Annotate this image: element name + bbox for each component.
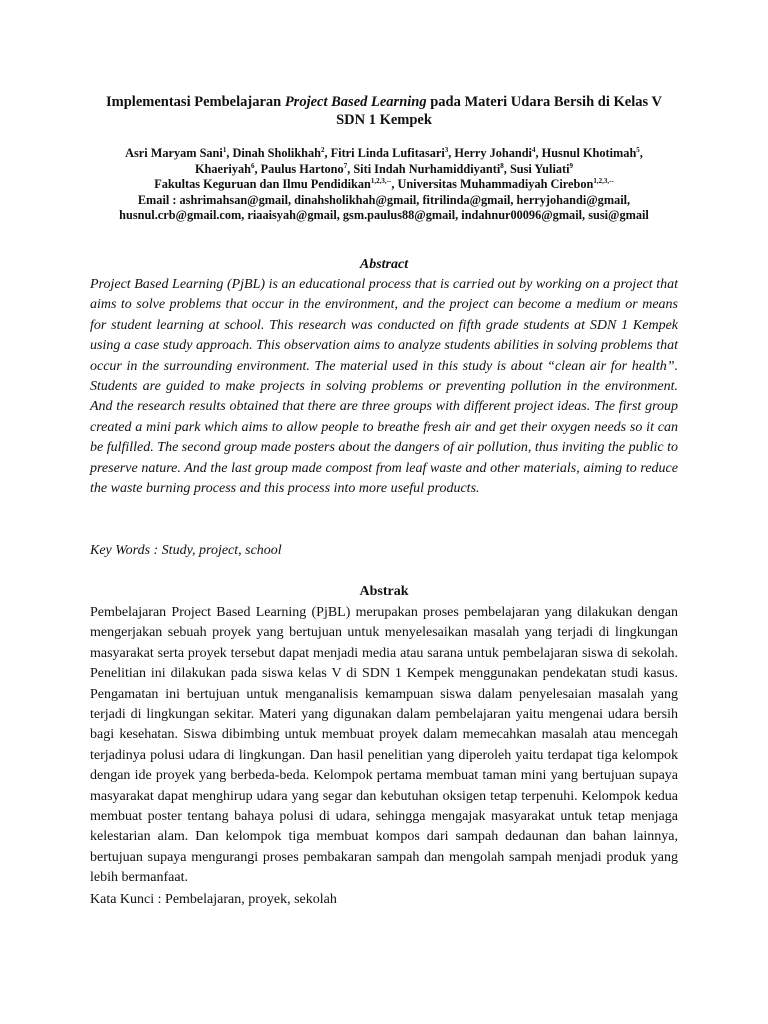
author-name: Dinah Sholikhah xyxy=(232,146,321,160)
author-sup: 8 xyxy=(500,161,504,170)
author-sup: 7 xyxy=(343,161,348,170)
abstrak-body: Pembelajaran Project Based Learning (PjBL) merupakan proses pembelajaran yang dilakukan dengan mengerjakan sebuah proyek yang bertujuan untuk menyelesaikan masalah yang terjadi di lingkungan masyarakat serta proyek tersebut dapat menjadi media atau sarana untuk pembelajaran siswa di sekolah. Penelitian ini dilakukan pada siswa kelas V di SDN 1 Kempek menggunakan pendekatan studi kasus. Pengamatan ini bertujuan untuk menganalisis kemampuan siswa dalam penyelesaian masalah yang terjadi di lingkungan sekitar. Materi yang digunakan dalam pembelajaran yaitu mengenai udara bersih bagi kesehatan. Siswa dibimbing untuk membuat proyek dalam memecahkan masalah atau mencegah terjadinya polusi udara di lingkungan. Dan hasil penelitian yang diperoleh yaitu terdapat tiga kelompok dengan ide proyek yang berbeda-beda. Kelompok pertama membuat taman mini yang bertujuan supaya masyarakat dapat menghirup udara yang segar dan kebutuhan oksigen tetap terpenuhi. Kelompok kedua membuat poster tentang bahaya polusi di udara, sehingga mengajak masyarakat untuk tetap menjaga kelestarian alam. Dan kelompok tiga membuat kompos dari sampah dedaunan dan bahan lainnya, bertujuan supaya mengurangi proses pembakaran sampah dan mengolah sampah menjadi produk yang lebih bermanfaat. xyxy=(90,605,678,886)
author-sup: 3 xyxy=(444,145,449,154)
email-line-2: husnul.crb@gmail.com, riaaisyah@gmail, gsm.paulus88@gmail, indahnur00096@gmail, susi@gmail xyxy=(119,208,649,223)
author-name: Siti Indah Nurhamiddiyanti xyxy=(353,161,501,176)
author-line-2: Khaeriyah$^6$, Paulus Hartono$^7$, Siti Indah Nurhamiddiyanti$^8$, Susi Yuliati$^9$ xyxy=(194,161,574,176)
email-line-1: Email : ashrimahsan@gmail, dinahsholikhah@gmail, fitrilinda@gmail, herryjohandi@gmail, xyxy=(137,192,631,207)
paper-title xyxy=(80,93,688,129)
title-italic: Project Based Learning xyxy=(284,94,427,110)
affiliation-university: , Universitas Muhammadiyah Cirebon xyxy=(391,177,594,192)
keywords-indonesian: Kata Kunci : Pembelajaran, proyek, sekolah xyxy=(90,892,337,907)
abstract-body: Project Based Learning (PjBL) is an educational process that is carried out by working on a project that aims to solve problems that occur in the environment, and the project can become a medium or means for student learning at school. This research was conducted on fifth grade students at SDN 1 Kempek using a case study approach. This observation aims to analyze students abilities in solving problems that occur in the surrounding environment. The material used in this study is about “clean air for health”. Students are guided to make projects in solving problems or preventing pollution in the environment. And the research results obtained that there are three groups with different project ideas. The first group created a mini park which aims to allow people to breathe fresh air and get their oxygen needs so it can be fulfilled. The second group made posters about the dangers of air pollution, thus inviting the public to preserve nature. And the last group made compost from leaf waste and other materials, aiming to reduce the waste burning process and this process into more useful products. xyxy=(90,277,678,497)
author-sup: 9 xyxy=(569,161,574,170)
abstrak-heading: Abstrak xyxy=(359,584,409,599)
author-name: Husnul Khotimah xyxy=(541,146,637,160)
author-line-1: Asri Maryam Sani$^1$, Dinah Sholikhah$^2$, Fitri Linda Lufitasari$^3$, Herry Johandi$^4$, Husnul Khotimah$^5$, xyxy=(125,145,643,160)
title-part-1: Implementasi Pembelajaran xyxy=(106,94,285,110)
affiliation xyxy=(80,177,688,193)
abstract-heading: Abstract xyxy=(359,257,409,272)
author-sup: 6 xyxy=(251,161,255,170)
keywords-english: Key Words : Study, project, school xyxy=(90,543,282,558)
author-sup: 5 xyxy=(636,145,640,154)
author-name: Asri Maryam Sani xyxy=(125,146,223,160)
author-name: Khaeriyah xyxy=(194,161,251,176)
title-part-2: pada Materi Udara Bersih di Kelas V xyxy=(426,94,662,110)
affiliation-faculty: Fakultas Keguruan dan Ilmu Pendidikan xyxy=(154,177,371,192)
affiliation-faculty-sup: 1,2,3,-- xyxy=(370,177,392,186)
author-sup: 2 xyxy=(321,145,325,154)
author-name: Herry Johandi xyxy=(454,146,532,160)
author-block xyxy=(80,146,688,224)
author-sup: 4 xyxy=(531,145,536,154)
title-line-2: SDN 1 Kempek xyxy=(336,112,432,128)
author-name: Susi Yuliati xyxy=(509,161,570,176)
author-name: Paulus Hartono xyxy=(260,161,344,176)
author-name: Fitri Linda Lufitasari xyxy=(330,146,445,160)
affiliation-university-sup: 1,2,3,-- xyxy=(593,177,614,186)
author-sup: 1 xyxy=(222,145,227,154)
